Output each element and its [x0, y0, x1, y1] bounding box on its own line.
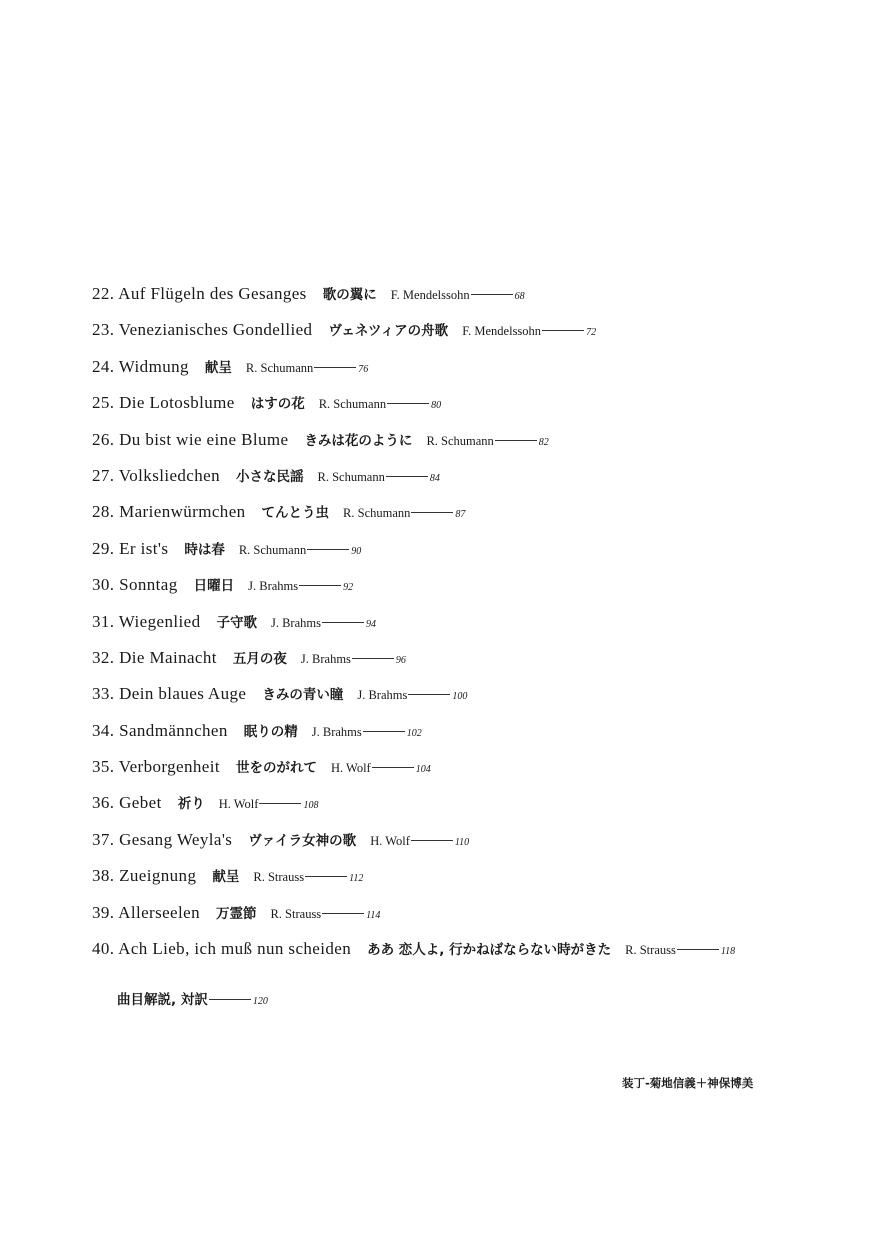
page-number: 110	[454, 836, 470, 848]
composer: J. Brahms	[248, 579, 299, 594]
dot-leader	[386, 476, 428, 477]
japanese-title: 献呈	[212, 869, 240, 886]
japanese-title: ヴァイラ女神の歌	[248, 832, 357, 849]
toc-entry	[92, 938, 872, 974]
japanese-title: てんとう虫	[261, 505, 330, 522]
dot-leader	[387, 403, 429, 404]
song-title: 23. Venezianisches Gondellied	[92, 320, 313, 340]
toc-entry	[92, 611, 872, 647]
japanese-title: 日曜日	[193, 578, 235, 595]
composer: R. Schumann	[317, 469, 385, 484]
dot-leader	[471, 294, 513, 295]
japanese-title: 献呈	[204, 359, 232, 376]
dot-leader	[314, 367, 356, 368]
page-number: 92	[343, 582, 354, 594]
dot-leader	[322, 913, 364, 914]
dot-leader	[408, 694, 450, 695]
page-number: 104	[415, 764, 431, 776]
page-number: 90	[351, 545, 362, 557]
composer: J. Brahms	[270, 615, 321, 630]
page-number: 94	[365, 618, 376, 630]
toc-entry	[92, 865, 872, 901]
composer: H. Wolf	[218, 797, 259, 812]
composer: R. Strauss	[625, 943, 676, 958]
toc-entry	[92, 756, 872, 792]
composer: J. Brahms	[357, 688, 408, 703]
toc-entry	[92, 902, 872, 938]
song-title: 27. Volksliedchen	[92, 465, 220, 485]
composer: R. Strauss	[270, 906, 322, 921]
composer: R. Schumann	[318, 397, 387, 412]
composer: F. Mendelssohn	[390, 288, 470, 302]
composer: H. Wolf	[330, 761, 371, 776]
dot-leader	[363, 731, 405, 732]
song-title: 28. Marienwürmchen	[92, 502, 246, 522]
song-title: 31. Wiegenlied	[92, 611, 201, 631]
japanese-title: ああ 恋人よ, 行かねばならない時がきた	[367, 942, 612, 959]
page-number: 82	[538, 436, 549, 448]
page-number: 96	[395, 654, 406, 666]
composer: R. Strauss	[253, 870, 305, 885]
dot-leader	[352, 658, 394, 659]
composer: R. Schumann	[245, 360, 314, 375]
song-title: 36. Gebet	[92, 793, 162, 813]
japanese-title: 小さな民謡	[236, 468, 304, 485]
toc-entry	[92, 720, 872, 756]
song-title: 34. Sandmännchen	[92, 720, 228, 740]
japanese-title: 世をのがれて	[235, 760, 317, 777]
page-number: 108	[303, 800, 319, 812]
page-number: 120	[252, 996, 268, 1007]
page-number: 80	[431, 400, 442, 412]
page-number: 118	[720, 946, 736, 958]
toc-entry	[92, 574, 872, 610]
composer: J. Brahms	[300, 651, 351, 666]
page-number: 84	[429, 472, 440, 484]
page-number: 68	[514, 291, 525, 302]
toc-entry	[92, 319, 872, 355]
toc-entry	[92, 501, 872, 537]
japanese-title: ヴェネツィアの舟歌	[328, 323, 449, 340]
japanese-title: 子守歌	[216, 614, 257, 631]
japanese-title: 眠りの精	[243, 723, 298, 740]
toc-entry	[92, 356, 872, 392]
design-credit: 装丁-菊地信義＋神保博美	[622, 1076, 754, 1090]
song-title: 26. Du bist wie eine Blume	[92, 429, 289, 449]
toc-entry	[92, 647, 872, 683]
song-title: 37. Gesang Weyla's	[92, 829, 233, 849]
song-title: 39. Allerseelen	[92, 902, 200, 922]
composer: R. Schumann	[426, 433, 494, 448]
composer: F. Mendelssohn	[462, 324, 542, 339]
song-title: 40. Ach Lieb, ich muß nun scheiden	[92, 939, 352, 959]
page-number: 87	[455, 509, 466, 521]
dot-leader	[307, 549, 349, 550]
dot-leader	[372, 767, 414, 768]
japanese-title: 時は春	[184, 541, 225, 558]
dot-leader	[322, 622, 364, 623]
japanese-title: 万霊節	[215, 905, 257, 922]
toc-entry	[92, 465, 872, 501]
song-title: 24. Widmung	[92, 356, 189, 376]
commentary-entry	[117, 988, 268, 1008]
composer: R. Schumann	[238, 542, 307, 557]
composer: J. Brahms	[311, 724, 362, 739]
japanese-title: 五月の夜	[232, 650, 287, 667]
song-title: 33. Dein blaues Auge	[92, 684, 247, 704]
dot-leader	[677, 949, 719, 950]
japanese-title: きみの青い瞳	[262, 687, 344, 704]
dot-leader	[411, 840, 453, 841]
song-title: 22. Auf Flügeln des Gesanges	[92, 284, 307, 303]
song-title: 38. Zueignung	[92, 866, 197, 886]
toc-entry	[92, 829, 872, 865]
song-title: 25. Die Lotosblume	[92, 393, 235, 413]
dot-leader	[411, 512, 453, 513]
song-title: 30. Sonntag	[92, 575, 178, 595]
page-number: 72	[586, 327, 597, 339]
table-of-contents	[92, 283, 872, 974]
composer: H. Wolf	[370, 833, 410, 848]
dot-leader	[305, 876, 347, 877]
page-number: 114	[366, 909, 381, 921]
dot-leader	[542, 330, 584, 331]
dot-leader	[209, 999, 251, 1000]
song-title: 35. Verborgenheit	[92, 757, 220, 777]
page-number: 100	[452, 691, 468, 703]
japanese-title: 歌の翼に	[322, 287, 377, 303]
page-number: 112	[349, 873, 364, 885]
japanese-title: 祈り	[177, 796, 205, 813]
commentary-label: 曲目解説, 対訳	[117, 992, 208, 1008]
toc-entry	[92, 283, 872, 319]
dot-leader	[259, 803, 301, 804]
japanese-title: きみは花のように	[304, 432, 413, 449]
dot-leader	[495, 440, 537, 441]
toc-entry	[92, 683, 872, 719]
japanese-title: はすの花	[250, 396, 305, 413]
toc-entry	[92, 538, 872, 574]
composer: R. Schumann	[343, 506, 411, 521]
toc-entry	[92, 792, 872, 828]
dot-leader	[299, 585, 341, 586]
song-title: 32. Die Mainacht	[92, 647, 217, 667]
toc-entry	[92, 429, 872, 465]
toc-entry	[92, 392, 872, 428]
song-title: 29. Er ist's	[92, 538, 169, 558]
page-number: 76	[358, 363, 369, 375]
page-number: 102	[406, 727, 422, 739]
